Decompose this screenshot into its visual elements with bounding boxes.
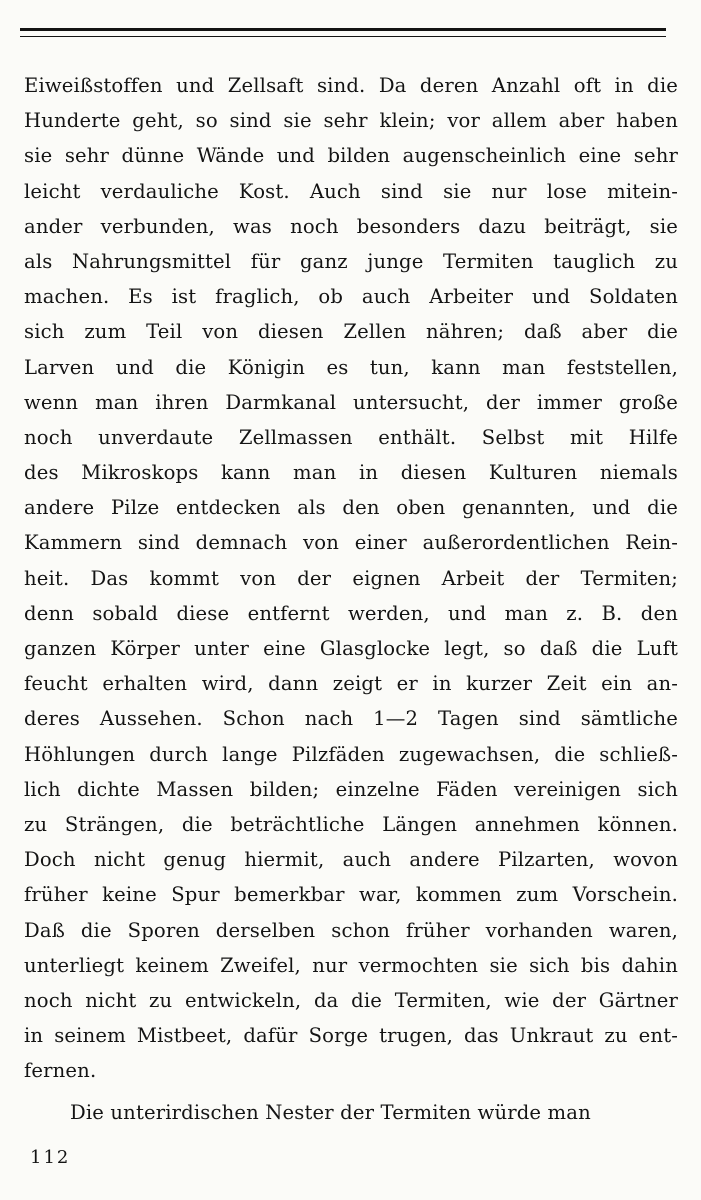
text-line: unterliegt keinem Zweifel, nur vermochten sie sich bis dahin	[24, 953, 678, 977]
text-line: denn sobald diese entfernt werden, und man z. B. den	[24, 601, 678, 625]
text-line: leicht verdauliche Kost. Auch sind sie nur lose mitein-	[24, 179, 678, 203]
text-line: sich zum Teil von diesen Zellen nähren; daß aber die	[24, 320, 678, 344]
text-line: noch unverdaute Zellmassen enthält. Selbst mit Hilfe	[24, 425, 678, 449]
text-line: deres Aussehen. Schon nach 1—2 Tagen sind sämtliche	[24, 707, 678, 731]
text-line: des Mikroskops kann man in diesen Kulturen niemals	[24, 461, 678, 485]
text-line: andere Pilze entdecken als den oben genannten, und die	[24, 496, 678, 520]
text-line: Daß die Sporen derselben schon früher vorhanden waren,	[24, 918, 678, 942]
text-line: Hunderte geht, so sind sie sehr klein; vor allem aber haben	[24, 109, 678, 133]
text-line: feucht erhalten wird, dann zeigt er in kurzer Zeit ein an-	[24, 672, 678, 696]
text-line: Kammern sind demnach von einer außerordentlichen Rein-	[24, 531, 678, 555]
text-line: früher keine Spur bemerkbar war, kommen zum Vorschein.	[24, 883, 678, 907]
body-text	[24, 68, 678, 1131]
text-line: zu Strängen, die beträchtliche Längen annehmen können.	[24, 812, 678, 836]
text-line: heit. Das kommt von der eignen Arbeit der Termiten;	[24, 566, 678, 590]
header-rule-thick	[20, 28, 666, 31]
text-line: in seinem Mistbeet, dafür Sorge trugen, das Unkraut zu ent-	[24, 1024, 678, 1048]
text-line: ganzen Körper unter eine Glasglocke legt, so daß die Luft	[24, 637, 678, 660]
text-line: lich dichte Massen bilden; einzelne Fäden vereinigen sich	[24, 777, 678, 801]
text-line: Larven und die Königin es tun, kann man feststellen,	[24, 355, 678, 379]
new-paragraph-line: Die unterirdischen Nester der Termiten würde man	[70, 1101, 591, 1125]
text-line: Eiweißstoffen und Zellsaft sind. Da deren Anzahl oft in die	[24, 74, 678, 97]
text-line: Doch nicht genug hiermit, auch andere Pilzarten, wovon	[24, 848, 678, 872]
text-line: ander verbunden, was noch besonders dazu beiträgt, sie	[24, 214, 678, 238]
text-line: machen. Es ist fraglich, ob auch Arbeiter und Soldaten	[24, 285, 678, 309]
header-rule-thin	[20, 36, 666, 37]
page-number: 112	[30, 1147, 71, 1168]
text-line: sie sehr dünne Wände und bilden augenscheinlich eine sehr	[24, 144, 678, 168]
text-line: wenn man ihren Darmkanal untersucht, der immer große	[24, 390, 678, 414]
text-line: noch nicht zu entwickeln, da die Termiten, wie der Gärtner	[24, 988, 678, 1012]
paragraph-end-line: fernen.	[24, 1059, 97, 1083]
text-line: Höhlungen durch lange Pilzfäden zugewachsen, die schließ-	[24, 742, 678, 766]
text-line: als Nahrungsmittel für ganz junge Termiten tauglich zu	[24, 249, 678, 273]
